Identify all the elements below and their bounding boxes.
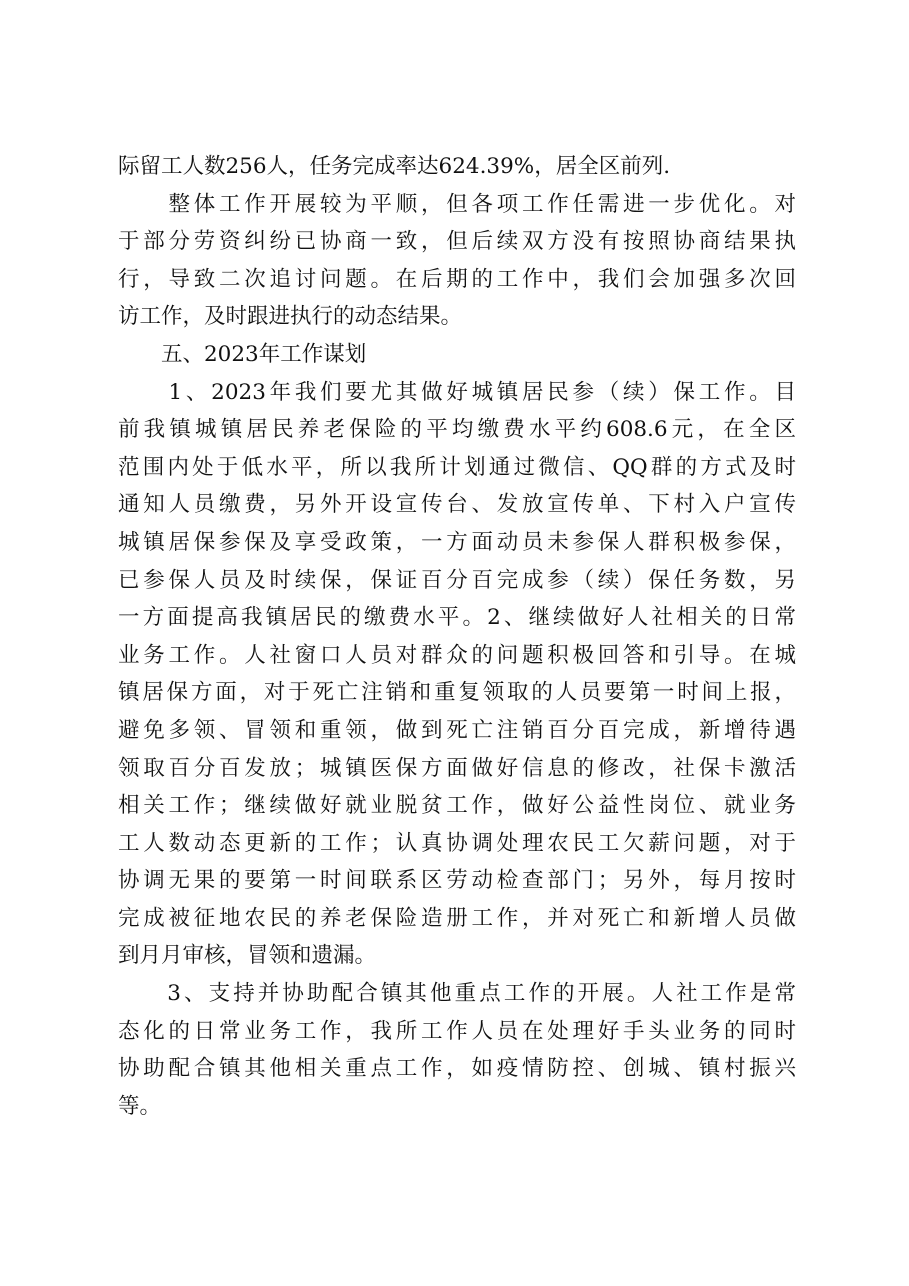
document-body <box>118 148 796 1125</box>
text-line: 于部分劳资纠纷已协商一致，但后续双方没有按照协商结果执 <box>118 229 796 255</box>
text-line: 际留工人数256人，任务完成率达624.39%，居全区前列. <box>118 154 671 179</box>
section-heading: 五、2023年工作谋划 <box>118 341 367 367</box>
text-line: 范围内处于低水平，所以我所计划通过微信、QQ群的方式及时 <box>118 454 796 480</box>
text-line: 领取百分百发放；城镇医保方面做好信息的修改，社保卡激活 <box>118 755 796 781</box>
text-line: 1、2023年我们要尤其做好城镇居民参（续）保工作。目 <box>118 379 796 405</box>
text-line: 已参保人员及时续保，保证百分百完成参（续）保任务数，另 <box>118 567 796 593</box>
text-line: 镇居保方面，对于死亡注销和重复领取的人员要第一时间上报， <box>118 680 796 706</box>
text-line: 等。 <box>118 1093 162 1119</box>
text-line: 态化的日常业务工作，我所工作人员在处理好手头业务的同时 <box>118 1018 796 1044</box>
text-line: 访工作，及时跟进执行的动态结果。 <box>118 304 463 330</box>
text-line: 完成被征地农民的养老保险造册工作，并对死亡和新增人员做 <box>118 905 796 931</box>
text-line: 相关工作；继续做好就业脱贫工作，做好公益性岗位、就业务 <box>118 793 796 819</box>
text-line: 工人数动态更新的工作；认真协调处理农民工欠薪问题，对于 <box>118 830 796 856</box>
text-line: 城镇居保参保及享受政策，一方面动员未参保人群积极参保， <box>118 529 796 555</box>
text-line: 一方面提高我镇居民的缴费水平。2、继续做好人社相关的日常 <box>118 605 796 631</box>
text-line: 协调无果的要第一时间联系区劳动检查部门；另外，每月按时 <box>118 868 796 894</box>
text-line: 业务工作。人社窗口人员对群众的问题积极回答和引导。在城 <box>118 642 796 668</box>
text-line: 避免多领、冒领和重领，做到死亡注销百分百完成，新增待遇 <box>118 717 796 743</box>
text-line: 3、支持并协助配合镇其他重点工作的开展。人社工作是常 <box>118 981 796 1007</box>
text-line: 整体工作开展较为平顺，但各项工作任需进一步优化。对 <box>118 191 796 217</box>
text-line: 到月月审核，冒领和遗漏。 <box>118 943 377 969</box>
text-line: 前我镇城镇居民养老保险的平均缴费水平约608.6元，在全区 <box>118 417 796 443</box>
text-line: 通知人员缴费，另外开设宣传台、发放宣传单、下村入户宣传 <box>118 492 796 518</box>
text-line: 协助配合镇其他相关重点工作，如疫情防控、创城、镇村振兴 <box>118 1056 796 1082</box>
text-line: 行，导致二次追讨问题。在后期的工作中，我们会加强多次回 <box>118 266 796 292</box>
